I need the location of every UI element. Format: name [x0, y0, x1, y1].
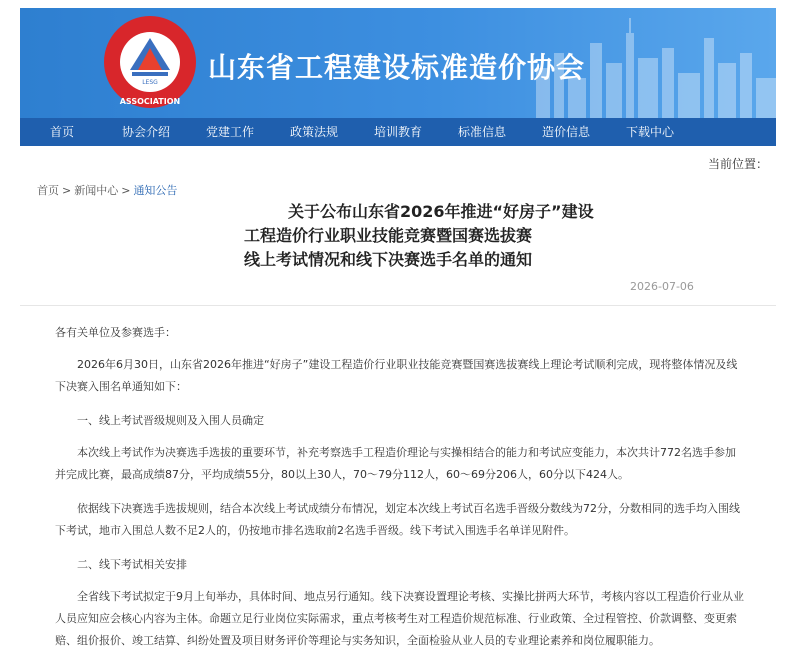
nav-item-policy[interactable]: 政策法规	[289, 125, 338, 139]
article-title	[244, 200, 664, 272]
breadcrumb-home[interactable]: 首页	[37, 184, 59, 197]
nav-item-home[interactable]: 首页	[49, 125, 74, 139]
section-heading: 一、线上考试晋级规则及入围人员确定	[77, 414, 264, 427]
logo-association-text: ASSOCIATION	[119, 97, 181, 106]
article-title-line: 关于公布山东省2026年推进“好房子”建设	[288, 202, 594, 221]
section-heading: 二、线下考试相关安排	[77, 558, 187, 571]
nav-item-training[interactable]: 培训教育	[373, 125, 422, 139]
nav-item-downloads[interactable]: 下载中心	[625, 125, 674, 139]
current-location-label: 当前位置：	[707, 157, 768, 171]
breadcrumb	[37, 182, 177, 198]
breadcrumb-news[interactable]: 新闻中心	[74, 184, 119, 197]
paragraph: 2026年6月30日，山东省2026年推进“好房子”建设工程造价行业职业技能竞赛暨国赛选拔赛线上理论考试顺利完成，现将整体情况及线下决赛入围名单通知如下：	[55, 358, 738, 393]
paragraph: 本次线上考试作为决赛选手选拔的重要环节，补充考察选手工程造价理论与实操相结合的能力和考试应变能力，本次共计772名选手参加并完成比赛，最高成绩87分，平均成绩55分，80以上30人，70～79分112人，60～69分206人，60分以下424人。	[55, 446, 736, 481]
article-body	[55, 322, 745, 664]
association-logo	[100, 12, 200, 112]
nav-item-party[interactable]: 党建工作	[205, 125, 254, 139]
main-nav	[20, 118, 776, 146]
nav-item-standards[interactable]: 标准信息	[457, 125, 506, 139]
article-title-line: 线上考试情况和线下决赛选手名单的通知	[244, 250, 533, 269]
paragraph: 依据线下决赛选手选拔规则，结合本次线上考试成绩分布情况，划定本次线上考试百名选手晋级分数线为72分，分数相同的选手均入围线下考试，地市入围总人数不足2人的，仍按地市排名选取前2名选手晋级。线下考试入围选手名单详见附件。	[55, 502, 740, 537]
article-date: 2026-07-06	[630, 280, 694, 293]
nav-item-about[interactable]: 协会介绍	[121, 125, 170, 139]
site-header	[20, 8, 776, 118]
logo-code-text: LESG	[142, 79, 158, 86]
paragraph: 全省线下考试拟定于9月上旬举办，具体时间、地点另行通知。线下决赛设置理论考核、实操比拼两大环节，考核内容以工程造价行业从业人员应知应会核心内容为主体。命题立足行业岗位实际需求，重点考核考生对工程造价规范标准、行业政策、全过程管控、价款调整、变更索赔、组价报价、竣工结算、纠纷处置及项目财务评价等理论与实务知识，全面检验从业人员的专业理论素养和岗位履职能力。	[55, 590, 744, 647]
nav-item-cost-info[interactable]: 造价信息	[541, 125, 590, 139]
title-divider	[20, 305, 776, 306]
site-title: 山东省工程建设标准造价协会	[208, 51, 586, 84]
salutation: 各有关单位及参赛选手：	[55, 326, 176, 339]
breadcrumb-separator: >	[121, 184, 131, 197]
breadcrumb-separator: >	[62, 184, 72, 197]
article-title-line: 工程造价行业职业技能竞赛暨国赛选拔赛	[244, 226, 533, 245]
breadcrumb-notices[interactable]: 通知公告	[133, 184, 178, 197]
